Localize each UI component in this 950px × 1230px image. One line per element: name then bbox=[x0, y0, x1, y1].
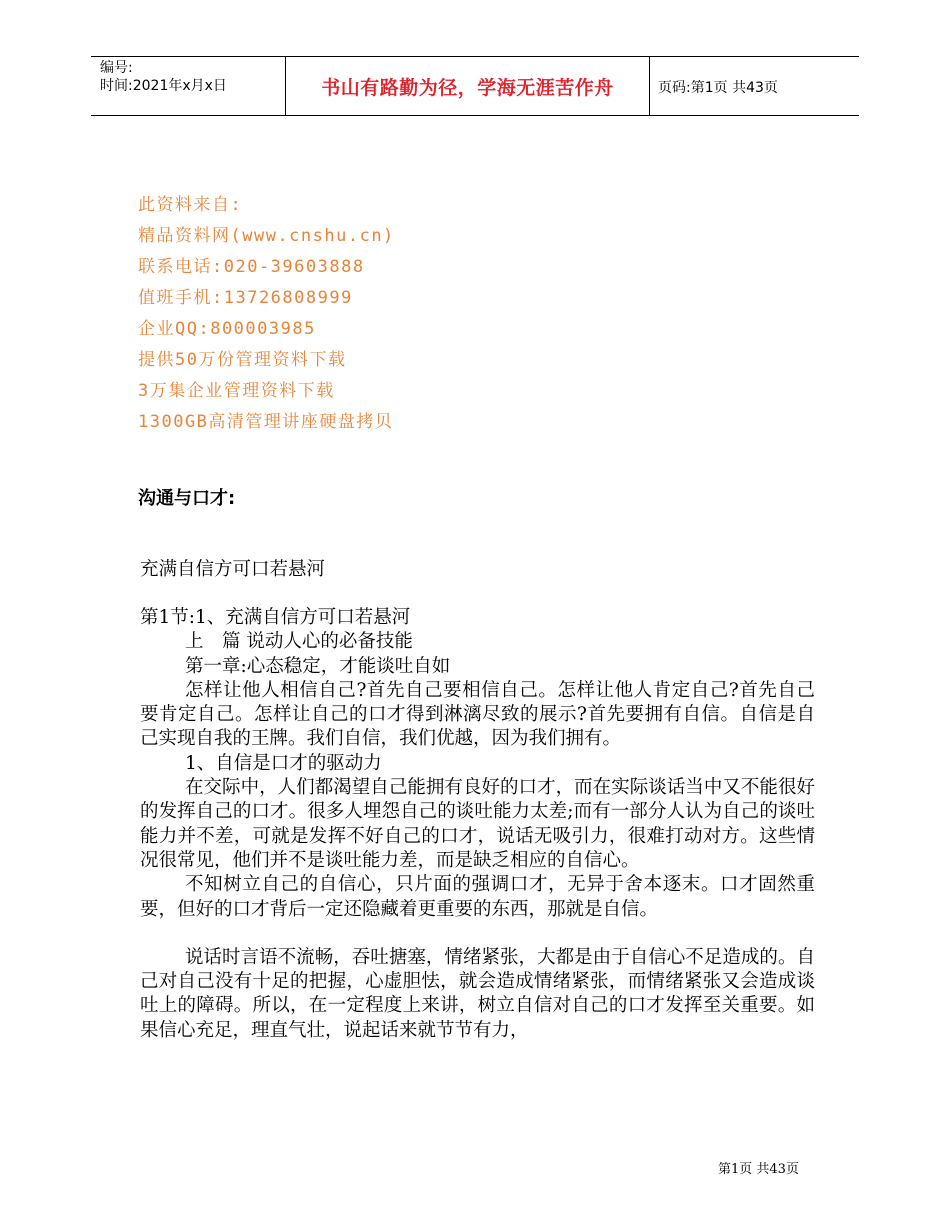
body-text bbox=[140, 606, 815, 1043]
header-page-info: 页码:第1页 共43页 bbox=[658, 80, 778, 96]
paragraph: 上 篇 说动人心的必备技能 bbox=[185, 631, 413, 653]
header-top-rule bbox=[91, 56, 859, 57]
paragraph: 不知树立自己的自信心，只片面的强调口才，无异于舍本逐末。口才固然重要，但好的口才背后一定还隐藏着更重要的东西，那就是自信。 bbox=[140, 874, 815, 920]
page-footer: 第1页 共43页 bbox=[718, 1162, 799, 1177]
header-meta bbox=[100, 59, 227, 95]
header-time-label: 时间:2021年x月x日 bbox=[100, 78, 227, 94]
header-bottom-rule bbox=[91, 115, 859, 116]
info-line: 企业QQ:800003985 bbox=[138, 319, 316, 339]
info-line: 联系电话:020-39603888 bbox=[138, 257, 365, 277]
info-line: 3万集企业管理资料下载 bbox=[138, 381, 335, 401]
paragraph: 第1节:1、充满自信方可口若悬河 bbox=[140, 607, 411, 628]
paragraph: 怎样让他人相信自己?首先自己要相信自己。怎样让他人肯定自己?首先自己要肯定自己。怎样让自己的口才得到淋漓尽致的展示?首先要拥有自信。自信是自己实现自我的王牌。我们自信，我们优越，因为我们拥有。 bbox=[140, 679, 815, 750]
header-divider-right bbox=[649, 56, 650, 115]
paragraph: 说话时言语不流畅，吞吐搪塞，情绪紧张，大都是由于自信心不足造成的。自己对自己没有十足的把握，心虚胆怯，就会造成情绪紧张，而情绪紧张又会造成谈吐上的障碍。所以，在一定程度上来讲，树立自信对自己的口才发挥至关重要。如果信心充足，理直气壮，说起话来就节节有力， bbox=[140, 946, 815, 1041]
subtitle-block bbox=[140, 558, 815, 582]
paragraph: 第一章:心态稳定，才能谈吐自如 bbox=[185, 655, 451, 677]
info-line: 提供50万份管理资料下载 bbox=[138, 350, 347, 370]
paragraph: 在交际中，人们都渴望自己能拥有良好的口才，而在实际谈话当中又不能很好的发挥自己的口才。很多人埋怨自己的谈吐能力太差;而有一部分人认为自己的谈吐能力并不差，可就是发挥不好自己的口才，说话无吸引力，很难打动对方。这些情况很常见，他们并不是谈吐能力差，而是缺乏相应的自信心。 bbox=[140, 777, 815, 871]
source-info-block bbox=[138, 190, 395, 438]
header-motto: 书山有路勤为径，学海无涯苦作舟 bbox=[321, 77, 614, 99]
section-title: 沟通与口才: bbox=[138, 488, 236, 509]
paragraph: 1、自信是口才的驱动力 bbox=[185, 752, 382, 774]
info-line: 精品资料网(www.cnshu.cn) bbox=[138, 226, 395, 246]
header-number-label: 编号: bbox=[100, 60, 133, 76]
subtitle: 充满自信方可口若悬河 bbox=[140, 559, 326, 580]
info-line: 此资料来自: bbox=[138, 195, 243, 215]
info-line: 值班手机:13726808999 bbox=[138, 288, 353, 308]
paragraph-gap bbox=[140, 922, 815, 946]
info-line: 1300GB高清管理讲座硬盘拷贝 bbox=[138, 412, 394, 432]
